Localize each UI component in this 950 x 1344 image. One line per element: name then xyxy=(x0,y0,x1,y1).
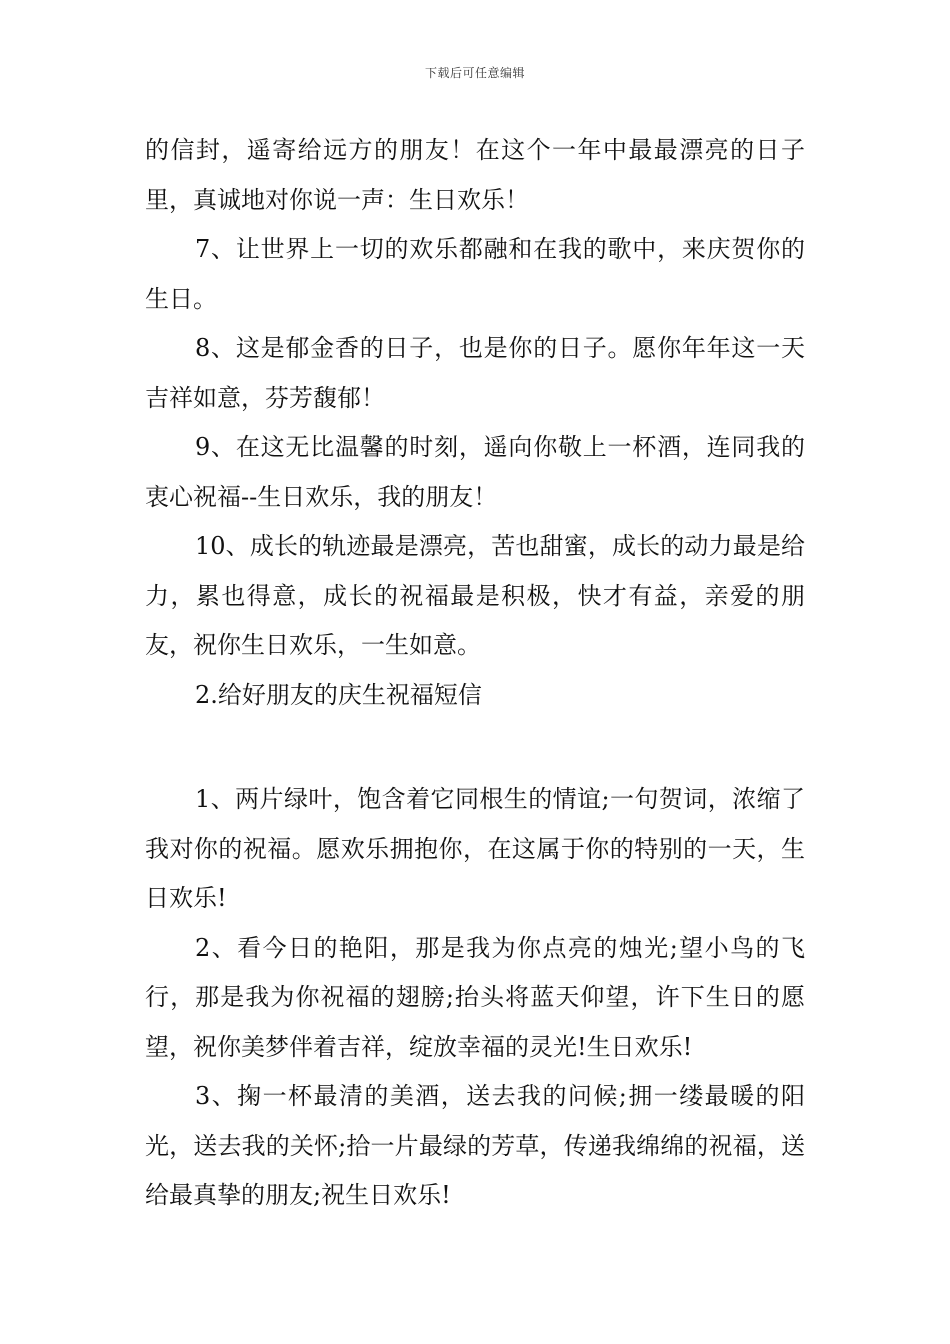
wish-item-2: 2、看今日的艳阳，那是我为你点亮的烛光;望小鸟的飞行，那是我为你祝福的翅膀;抬头将蓝天仰望，许下生日的愿望，祝你美梦伴着吉祥，绽放幸福的灵光!生日欢乐! xyxy=(145,933,805,1061)
wish-item-7: 7、让世界上一切的欢乐都融和在我的歌中，来庆贺你的生日。 xyxy=(145,235,805,313)
wish-item-1: 1、两片绿叶，饱含着它同根生的情谊;一句贺词，浓缩了我对你的祝福。愿欢乐拥抱你，在这属于你的特别的一天，生日欢乐! xyxy=(145,785,805,912)
wish-item-8: 8、这是郁金香的日子，也是你的日子。愿你年年这一天吉祥如意，芬芳馥郁！ xyxy=(145,334,805,412)
wish-item-10: 10、成长的轨迹最是漂亮，苦也甜蜜，成长的动力最是给力，累也得意，成长的祝福最是积极，快才有益，亲爱的朋友，祝你生日欢乐，一生如意。 xyxy=(145,532,805,659)
wish-item-9: 9、在这无比温馨的时刻，遥向你敬上一杯酒，连同我的衷心祝福--生日欢乐，我的朋友！ xyxy=(145,433,805,511)
wish-item-3: 3、掬一杯最清的美酒，送去我的问候;拥一缕最暖的阳光，送去我的关怀;拾一片最绿的芳草，传递我绵绵的祝福，送给最真挚的朋友;祝生日欢乐! xyxy=(145,1082,805,1209)
section-heading: 2.给好朋友的庆生祝福短信 xyxy=(195,680,482,709)
paragraph-continued: 的信封，遥寄给远方的朋友！在这个一年中最最漂亮的日子里，真诚地对你说一声：生日欢乐！ xyxy=(145,136,805,214)
page-header: 下载后可任意编辑 xyxy=(424,66,525,80)
section-spacer xyxy=(145,720,805,775)
document-body xyxy=(145,126,805,1221)
